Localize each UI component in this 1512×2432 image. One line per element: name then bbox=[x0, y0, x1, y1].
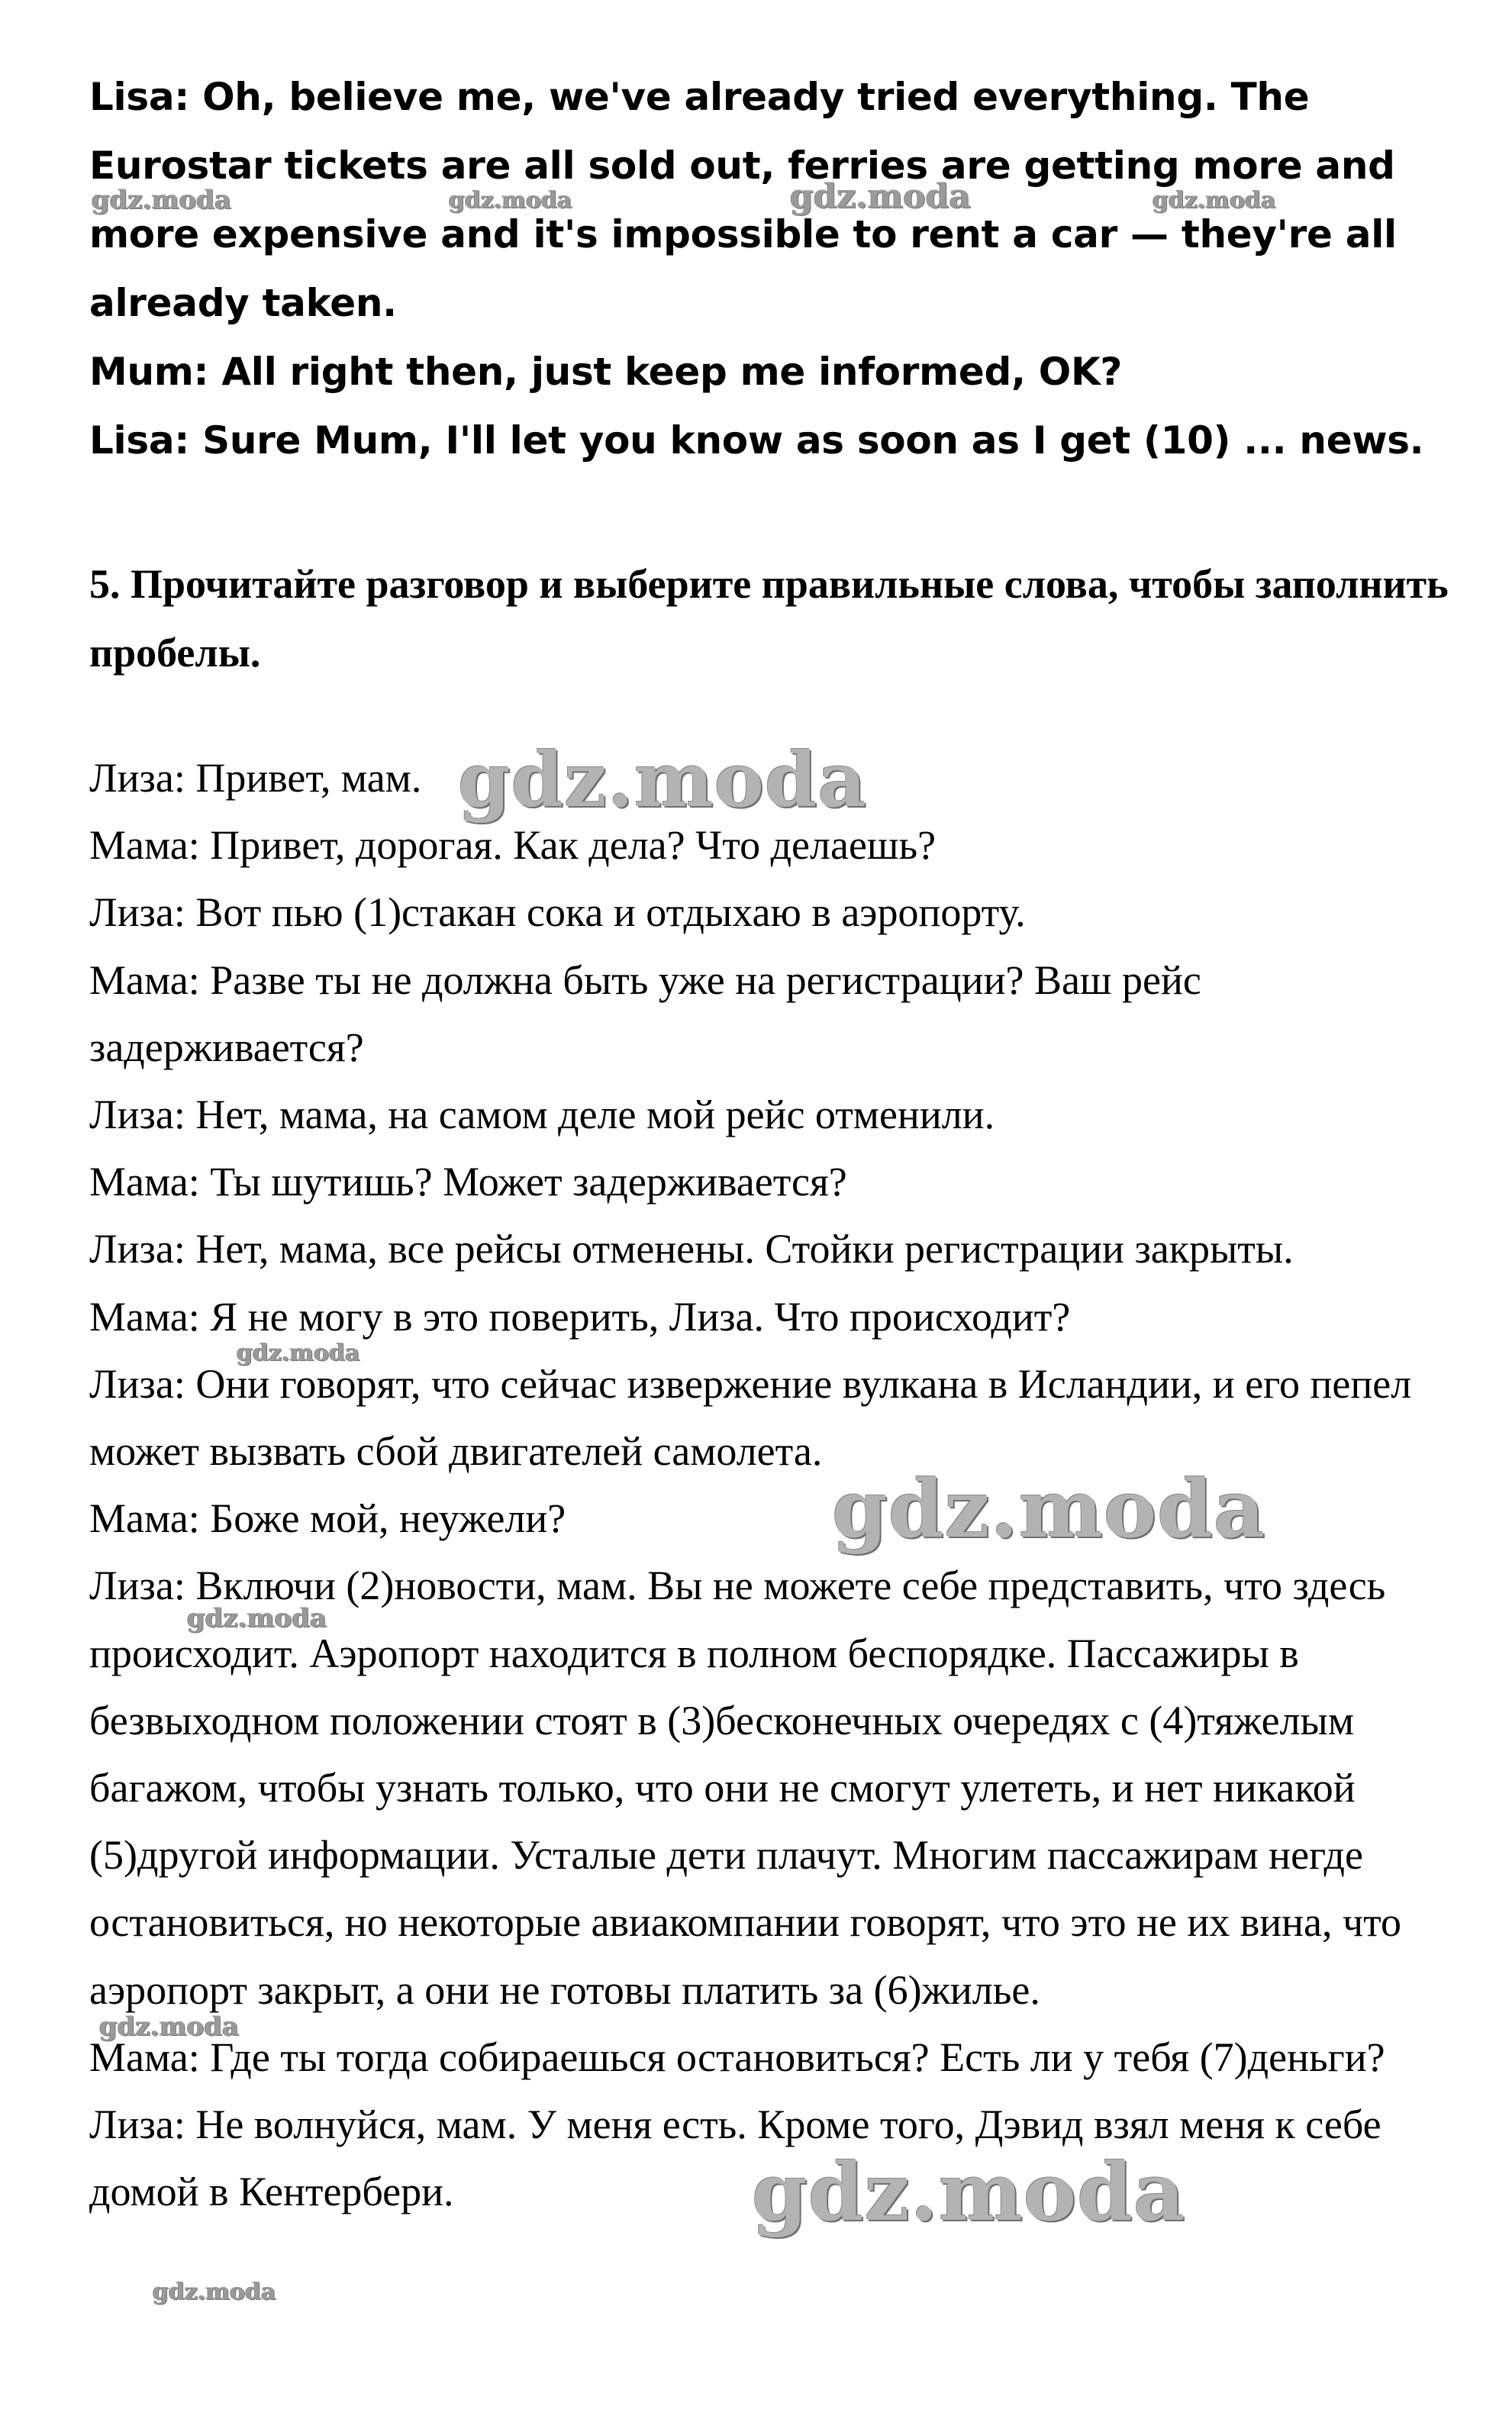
dialogue-line: Мама: Привет, дорогая. Как дела? Что делаешь? bbox=[89, 822, 937, 869]
dialogue-line: Лиза: Не волнуйся, мам. У меня есть. Кроме того, Дэвид взял меня к себе домой в Кентербери. bbox=[89, 2101, 1381, 2215]
dialogue-line: Lisa: Sure Mum, I'll let you know as soon as I get (10) ... news. bbox=[89, 418, 1424, 463]
dialogue-line: Мама: Где ты тогда собираешься остановиться? Есть ли у тебя (7)деньги? bbox=[89, 2034, 1385, 2080]
russian-dialogue bbox=[89, 744, 1486, 2225]
dialogue-line: Мама: Ты шутишь? Может задерживается? bbox=[89, 1159, 847, 1205]
dialogue-line: Мама: Я не могу в это поверить, Лиза. Что происходит? bbox=[89, 1293, 1071, 1340]
dialogue-line: Мама: Боже мой, неужели? bbox=[89, 1495, 566, 1542]
dialogue-line: Лиза: Вот пью (1)стакан сока и отдыхаю в аэропорту. bbox=[89, 889, 1026, 936]
dialogue-line: Mum: All right then, just keep me informed, OK? bbox=[89, 350, 1123, 394]
watermark: gdz.moda bbox=[92, 185, 232, 215]
watermark: gdz.moda bbox=[458, 737, 867, 824]
dialogue-line: Лиза: Нет, мама, на самом деле мой рейс отменили. bbox=[89, 1092, 995, 1138]
dialogue-line: Лиза: Включи (2)новости, мам. Вы не можете себе представить, что здесь происходит. Аэропорт находится в полном беспорядке. Пассажиры в безвыходном положении стоят в (3)бесконечных очередях с (4)тяжелым багажом, чтобы узнать только, что они не смогут улететь, и нет никакой (5)другой информации. Усталые дети плачут. Многим пассажирам негде остановиться, но некоторые авиакомпании говорят, что это не их вина, что аэропорт закрыт, а они не готовы платить за (6)жилье. bbox=[89, 1563, 1402, 2013]
watermark: gdz.moda bbox=[1153, 187, 1276, 214]
dialogue-line: Мама: Разве ты не должна быть уже на регистрации? Ваш рейс задерживается? bbox=[89, 956, 1201, 1070]
watermark: gdz.moda bbox=[449, 187, 572, 214]
watermark: gdz.moda bbox=[832, 1462, 1266, 1556]
dialogue-line: Lisa: Oh, believe me, we've already tried everything. The Eurostar tickets are all sold out, ferries are getting more and more expensive and it's impossible to rent a car — they're all already taken. bbox=[89, 75, 1397, 325]
watermark: gdz.moda bbox=[99, 2011, 240, 2042]
watermark: gdz.moda bbox=[752, 2145, 1186, 2239]
task-heading: 5. Прочитайте разговор и выберите правильные слова, чтобы заполнить пробелы. bbox=[89, 561, 1449, 676]
watermark: gdz.moda bbox=[153, 2279, 276, 2305]
watermark: gdz.moda bbox=[237, 1340, 360, 1366]
dialogue-line: Лиза: Привет, мам. bbox=[89, 755, 422, 801]
dialogue-line: Лиза: Они говорят, что сейчас извержение вулкана в Исландии, и его пепел может вызвать сбой двигателей самолета. bbox=[89, 1360, 1412, 1475]
watermark: gdz.moda bbox=[790, 177, 972, 216]
dialogue-line: Лиза: Нет, мама, все рейсы отменены. Стойки регистрации закрыты. bbox=[89, 1226, 1294, 1272]
watermark: gdz.moda bbox=[187, 1603, 327, 1634]
english-dialogue bbox=[89, 63, 1478, 475]
